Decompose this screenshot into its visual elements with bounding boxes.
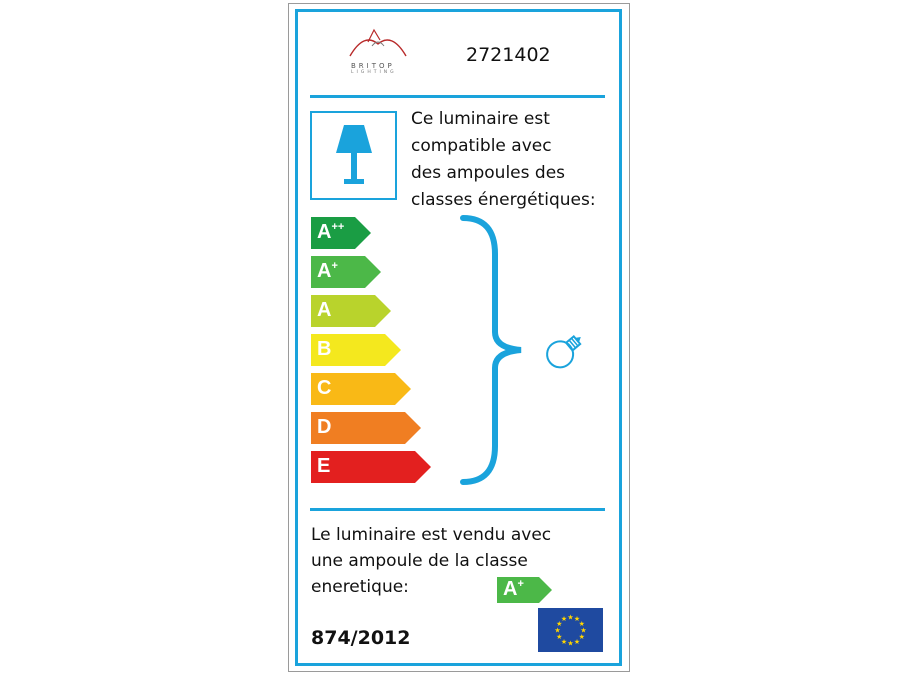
sold-line: eneretique:	[311, 577, 409, 597]
eu-star-icon: ★	[556, 633, 563, 641]
eu-flag	[538, 608, 603, 652]
class-letter: A	[317, 299, 332, 321]
class-label	[317, 299, 331, 322]
britop-logo-icon	[346, 26, 410, 62]
class-label	[317, 260, 338, 283]
eu-star-icon: ★	[567, 639, 574, 648]
class-label	[317, 416, 331, 439]
compatible-line: Ce luminaire est	[411, 109, 550, 129]
bulb-icon	[540, 330, 594, 376]
compatible-text	[411, 106, 616, 214]
eu-star-icon: ★	[580, 626, 587, 635]
eu-star-icon: ★	[556, 620, 563, 628]
lamp-box	[310, 111, 397, 200]
eu-star-icon: ★	[554, 626, 561, 635]
regulation-number: 874/2012	[311, 627, 411, 649]
class-letter: A	[317, 260, 332, 282]
class-suffix: +	[517, 578, 524, 590]
class-label	[317, 338, 331, 361]
sold-line: une ampoule de la classe	[311, 551, 528, 571]
class-label	[317, 455, 330, 478]
compatible-line: compatible avec	[411, 136, 552, 156]
eu-star-icon: ★	[560, 637, 568, 646]
eu-star-icon: ★	[573, 637, 581, 646]
sold-line: Le luminaire est vendu avec	[311, 525, 552, 545]
class-letter: E	[317, 455, 331, 477]
class-letter: C	[317, 377, 332, 399]
class-letter: D	[317, 416, 332, 438]
divider-top	[310, 95, 605, 98]
lamp-icon	[312, 113, 395, 198]
eu-stars-icon	[538, 608, 603, 652]
class-letter: A	[317, 221, 332, 243]
brand-name: BRITOP	[351, 62, 395, 70]
eu-star-icon: ★	[578, 620, 585, 628]
class-suffix: ++	[331, 221, 345, 233]
eu-star-icon: ★	[578, 633, 585, 641]
divider-bottom	[310, 508, 605, 511]
brace-icon	[455, 214, 525, 490]
class-suffix: +	[331, 260, 338, 272]
compatible-line: des ampoules des	[411, 163, 566, 183]
product-code: 2721402	[466, 44, 551, 66]
class-label	[317, 377, 331, 400]
class-letter: B	[317, 338, 332, 360]
brand-sub: LIGHTING	[351, 70, 397, 75]
class-letter: A	[503, 578, 518, 600]
class-label	[503, 578, 524, 601]
class-label	[317, 221, 344, 244]
eu-star-icon: ★	[567, 613, 574, 622]
sold-text	[311, 522, 611, 600]
compatible-line: classes énergétiques:	[411, 190, 596, 210]
eu-star-icon: ★	[573, 615, 581, 624]
eu-star-icon: ★	[560, 615, 568, 624]
